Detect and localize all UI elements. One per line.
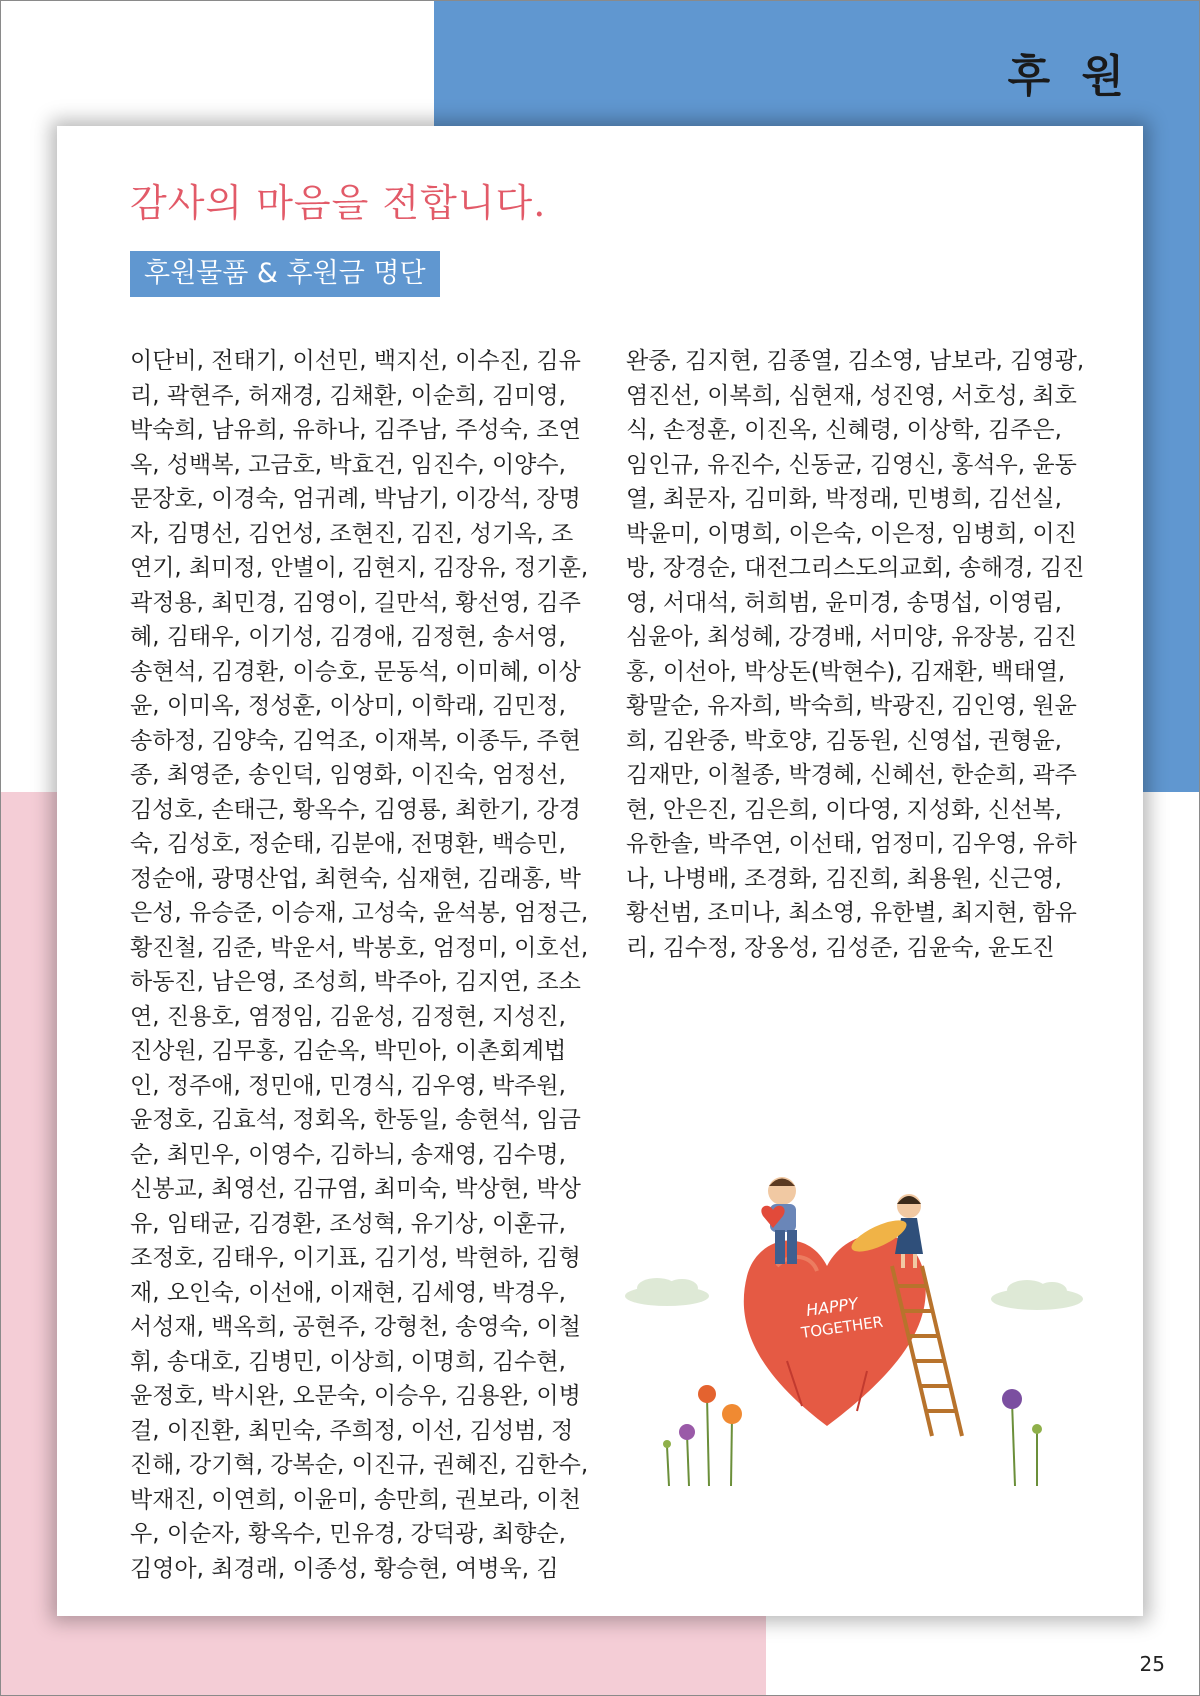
content-card	[57, 126, 1143, 1616]
section-title: 후 원	[1007, 51, 1132, 102]
page-number: 25	[1139, 1652, 1165, 1676]
heart-text-together: TOGETHER	[800, 1312, 885, 1342]
subheading-label: 후원물품 & 후원금 명단	[130, 251, 440, 297]
heart-ladder-illustration	[617, 1116, 1097, 1506]
donor-names-right-column: 완중, 김지현, 김종열, 김소영, 남보라, 김영광, 염진선, 이복희, 심현재, 성진영, 서호성, 최호식, 손정훈, 이진옥, 신혜령, 이상학, 김주은, 임인규, 유진수, 신동균, 김영신, 홍석우, 윤동열, 최문자, 김미화, 박정래, 민병희, 김선실, 박윤미, 이명희, 이은숙, 이은정, 임병희, 이진방, 장경순, 대전그리스도의교회, 송해경, 김진영, 서대석, 허희범, 윤미경, 송명섭, 이영림, 심윤아, 최성혜, 강경배, 서미양, 유장봉, 김진홍, 이선아, 박상돈(박현수), 김재환, 백태열, 황말순, 유자희, 박숙희, 박광진, 김인영, 원윤희, 김완중, 박호양, 김동원, 신영섭, 권형윤, 김재만, 이철종, 박경혜, 신혜선, 한순희, 곽주현, 안은진, 김은희, 이다영, 지성화, 신선복, 유한솔, 박주연, 이선태, 엄정미, 김우영, 유하나, 나병배, 조경화, 김진희, 최용원, 신근영, 황선범, 조미나, 최소영, 유한별, 최지현, 함유리, 김수정, 장옹성, 김성준, 김윤숙, 윤도진	[626, 348, 1085, 961]
headline: 감사의 마음을 전합니다.	[130, 181, 547, 225]
heart-text-happy: HAPPY	[804, 1293, 860, 1320]
donor-names-left-column: 이단비, 전태기, 이선민, 백지선, 이수진, 김유리, 곽현주, 허재경, 김채환, 이순희, 김미영, 박숙희, 남유희, 유하나, 김주남, 주성숙, 조연옥, 성백복, 고금호, 박효건, 임진수, 이양수, 문장호, 이경숙, 엄귀례, 박남기, 이강석, 장명자, 김명선, 김언성, 조현진, 김진, 성기옥, 조연기, 최미정, 안별이, 김현지, 김장유, 정기훈, 곽정용, 최민경, 김영이, 길만석, 황선영, 김주혜, 김태우, 이기성, 김경애, 김정현, 송서영, 송현석, 김경환, 이승호, 문동석, 이미혜, 이상윤, 이미옥, 정성훈, 이상미, 이학래, 김민정, 송하정, 김양숙, 김억조, 이재복, 이종두, 주현종, 최영준, 송인덕, 임영화, 이진숙, 엄정선, 김성호, 손태근, 황옥수, 김영룡, 최한기, 강경숙, 김성호, 정순태, 김분애, 전명환, 백승민, 정순애, 광명산업, 최현숙, 심재현, 김래홍, 박은성, 유승준, 이승재, 고성숙, 윤석봉, 엄정근, 황진철, 김준, 박운서, 박봉호, 엄정미, 이호선, 하동진, 남은영, 조성희, 박주아, 김지연, 조소연, 진용호, 염정임, 김윤성, 김정현, 지성진, 진상원, 김무홍, 김순옥, 박민아, 이촌회계법인, 정주애, 정민애, 민경식, 김우영, 박주원, 윤정호, 김효석, 정회옥, 한동일, 송현석, 임금순, 최민우, 이영수, 김하늬, 송재영, 김수명, 신봉교, 최영선, 김규염, 최미숙, 박상현, 박상유, 임태균, 김경환, 조성혁, 유기상, 이훈규, 조정호, 김태우, 이기표, 김기성, 박현하, 김형재, 오인숙, 이선애, 이재현, 김세영, 박경우, 서성재, 백옥희, 공현주, 강형천, 송영숙, 이철휘, 송대호, 김병민, 이상희, 이명희, 김수현, 윤정호, 박시완, 오문숙, 이승우, 김용완, 이병걸, 이진환, 최민숙, 주희정, 이선, 김성범, 정진해, 강기혁, 강복순, 이진규, 권혜진, 김한수, 박재진, 이연희, 이윤미, 송만희, 권보라, 이천우, 이순자, 황옥수, 민유경, 강덕광, 최향순, 김영아, 최경래, 이종성, 황승현, 여병욱, 김	[130, 348, 589, 1582]
